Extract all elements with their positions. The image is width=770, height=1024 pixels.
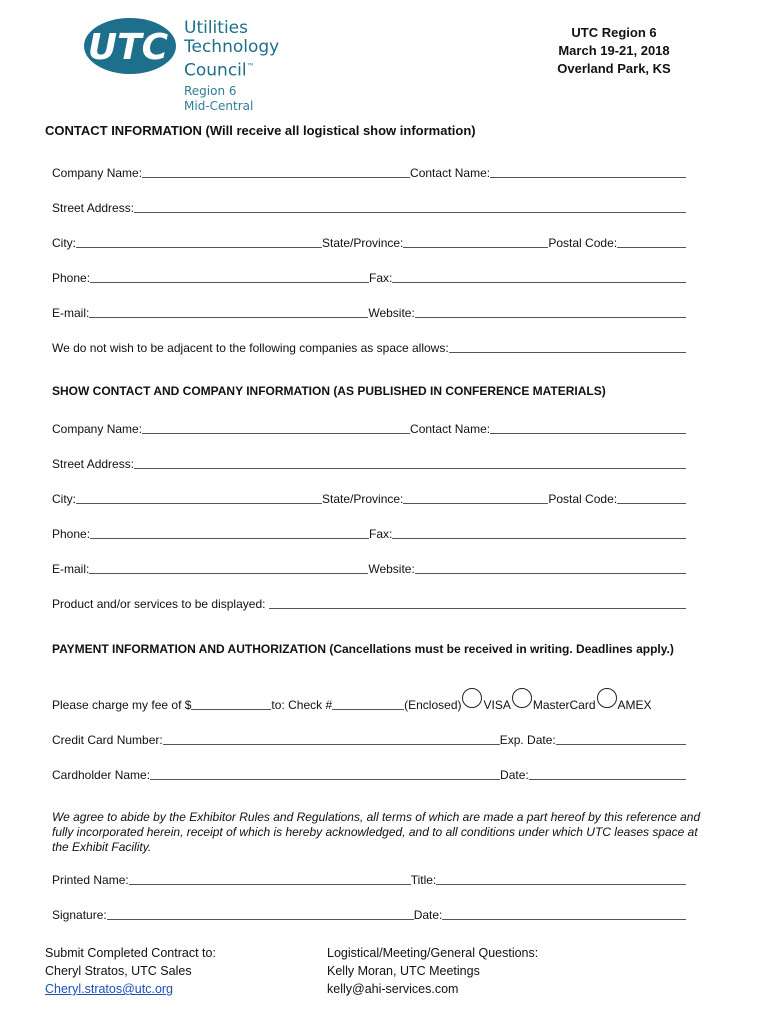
questions-name: Kelly Moran, UTC Meetings xyxy=(327,964,480,978)
show-products-row xyxy=(52,593,686,611)
show-fax-field[interactable] xyxy=(392,526,686,539)
show-city-row xyxy=(52,488,686,506)
questions-contact-block xyxy=(327,944,538,998)
charge-fee-field[interactable] xyxy=(191,697,271,710)
show-state-label: State/Province: xyxy=(322,492,404,506)
event-dates: March 19-21, 2018 xyxy=(558,43,670,58)
submit-name: Cheryl Stratos, UTC Sales xyxy=(45,964,192,978)
event-location: Overland Park, KS xyxy=(557,61,671,76)
mastercard-checkbox[interactable] xyxy=(512,688,532,708)
check-number-field[interactable] xyxy=(332,697,404,710)
show-phone-row xyxy=(52,523,686,541)
submit-contact-block xyxy=(45,944,216,998)
visa-label: VISA xyxy=(483,698,511,712)
signature-field[interactable] xyxy=(107,907,414,920)
contact-name-field[interactable] xyxy=(490,165,686,178)
questions-heading: Logistical/Meeting/General Questions: xyxy=(327,946,539,960)
products-label: Product and/or services to be displayed: xyxy=(52,597,266,611)
show-website-label: Website: xyxy=(368,562,415,576)
payment-holder-row xyxy=(52,764,686,782)
contact-section-heading: CONTACT INFORMATION (Will receive all logistical show information) xyxy=(45,123,476,138)
website-label: Website: xyxy=(368,306,415,320)
event-title: UTC Region 6 xyxy=(571,25,657,40)
show-street-address-field[interactable] xyxy=(134,456,686,469)
agreement-text: We agree to abide by the Exhibitor Rules and Regulations, all terms of which are made a part hereof by this reference and fully incorporated herein, receipt of which is hereby acknowledged, and to all conditions under which UTC leases space at the Exhibit Facility. xyxy=(52,810,701,854)
questions-email: kelly@ahi-services.com xyxy=(327,982,459,996)
printed-name-label: Printed Name: xyxy=(52,873,129,887)
website-field[interactable] xyxy=(415,305,686,318)
contact-company-row xyxy=(52,162,686,180)
show-company-name-field[interactable] xyxy=(142,421,410,434)
logo-line-1: Utilities xyxy=(184,18,248,38)
show-website-field[interactable] xyxy=(415,561,686,574)
signature-date-field[interactable] xyxy=(442,907,686,920)
show-city-field[interactable] xyxy=(76,491,322,504)
signature-date-label: Date: xyxy=(413,908,443,922)
card-date-label: Date: xyxy=(500,768,529,782)
show-email-row xyxy=(52,558,686,576)
payment-section-heading: PAYMENT INFORMATION AND AUTHORIZATION (Cancellations must be received in writing. Deadlines apply.) xyxy=(52,642,674,656)
enclosed-label: (Enclosed) xyxy=(404,698,462,712)
fax-label: Fax: xyxy=(369,271,393,285)
show-email-label: E-mail: xyxy=(52,562,90,576)
show-contact-name-field[interactable] xyxy=(490,421,686,434)
show-city-label: City: xyxy=(52,492,76,506)
printed-name-field[interactable] xyxy=(129,872,411,885)
company-name-label: Company Name: xyxy=(52,166,143,180)
email-label: E-mail: xyxy=(52,306,90,320)
show-company-name-label: Company Name: xyxy=(52,422,143,436)
logo-wordmark xyxy=(184,19,279,114)
adjacent-label: We do not wish to be adjacent to the following companies as space allows: xyxy=(52,341,449,355)
contact-email-row xyxy=(52,302,686,320)
fax-field[interactable] xyxy=(392,270,686,283)
logo-subregion: Mid-Central xyxy=(184,98,254,113)
show-phone-field[interactable] xyxy=(90,526,369,539)
phone-field[interactable] xyxy=(90,270,369,283)
submit-email-link[interactable]: Cheryl.stratos@utc.org xyxy=(45,982,174,996)
show-postal-label: Postal Code: xyxy=(548,492,618,506)
signature-label: Signature: xyxy=(52,908,107,922)
contact-street-row xyxy=(52,197,686,215)
show-phone-label: Phone: xyxy=(52,527,91,541)
state-field[interactable] xyxy=(403,235,548,248)
card-number-label: Credit Card Number: xyxy=(52,733,163,747)
email-field[interactable] xyxy=(89,305,368,318)
cardholder-name-label: Cardholder Name: xyxy=(52,768,151,782)
logo-mark-text: UTC xyxy=(87,27,169,68)
show-company-row xyxy=(52,418,686,436)
postal-field[interactable] xyxy=(617,235,686,248)
contact-city-row xyxy=(52,232,686,250)
street-address-field[interactable] xyxy=(134,200,686,213)
company-name-field[interactable] xyxy=(142,165,410,178)
street-address-label: Street Address: xyxy=(52,201,135,215)
city-label: City: xyxy=(52,236,76,250)
printed-name-row xyxy=(52,869,686,887)
utc-logo xyxy=(84,14,294,113)
payment-card-row xyxy=(52,729,686,747)
show-fax-label: Fax: xyxy=(369,527,393,541)
contact-name-label: Contact Name: xyxy=(410,166,491,180)
cardholder-name-field[interactable] xyxy=(150,767,500,780)
title-label: Title: xyxy=(410,873,437,887)
mastercard-label: MasterCard xyxy=(532,698,596,712)
show-postal-field[interactable] xyxy=(617,491,686,504)
contact-phone-row xyxy=(52,267,686,285)
show-contact-name-label: Contact Name: xyxy=(410,422,491,436)
card-number-field[interactable] xyxy=(163,732,500,745)
products-field[interactable] xyxy=(269,596,686,609)
visa-checkbox[interactable] xyxy=(462,688,482,708)
logo-line-3: Council™ xyxy=(184,60,255,81)
payment-charge-row xyxy=(52,694,686,712)
event-info xyxy=(549,24,679,78)
city-field[interactable] xyxy=(76,235,322,248)
contact-adjacent-row xyxy=(52,337,686,355)
amex-checkbox[interactable] xyxy=(597,688,617,708)
submit-heading: Submit Completed Contract to: xyxy=(45,946,216,960)
show-street-row xyxy=(52,453,686,471)
signature-row xyxy=(52,904,686,922)
adjacent-field[interactable] xyxy=(449,340,686,353)
show-section-heading: SHOW CONTACT AND COMPANY INFORMATION (AS PUBLISHED IN CONFERENCE MATERIALS) xyxy=(52,384,606,398)
charge-fee-label: Please charge my fee of $ xyxy=(52,698,192,712)
show-state-field[interactable] xyxy=(403,491,548,504)
exp-date-field[interactable] xyxy=(556,732,686,745)
amex-label: AMEX xyxy=(617,698,652,712)
show-email-field[interactable] xyxy=(89,561,368,574)
title-field[interactable] xyxy=(436,872,686,885)
phone-label: Phone: xyxy=(52,271,91,285)
card-date-field[interactable] xyxy=(529,767,686,780)
show-street-address-label: Street Address: xyxy=(52,457,135,471)
check-number-label: to: Check # xyxy=(271,698,333,712)
logo-line-2: Technology xyxy=(184,37,280,57)
postal-label: Postal Code: xyxy=(548,236,618,250)
utc-logo-mark xyxy=(84,14,180,78)
logo-region: Region 6 xyxy=(184,83,237,98)
state-label: State/Province: xyxy=(322,236,404,250)
exp-date-label: Exp. Date: xyxy=(499,733,556,747)
